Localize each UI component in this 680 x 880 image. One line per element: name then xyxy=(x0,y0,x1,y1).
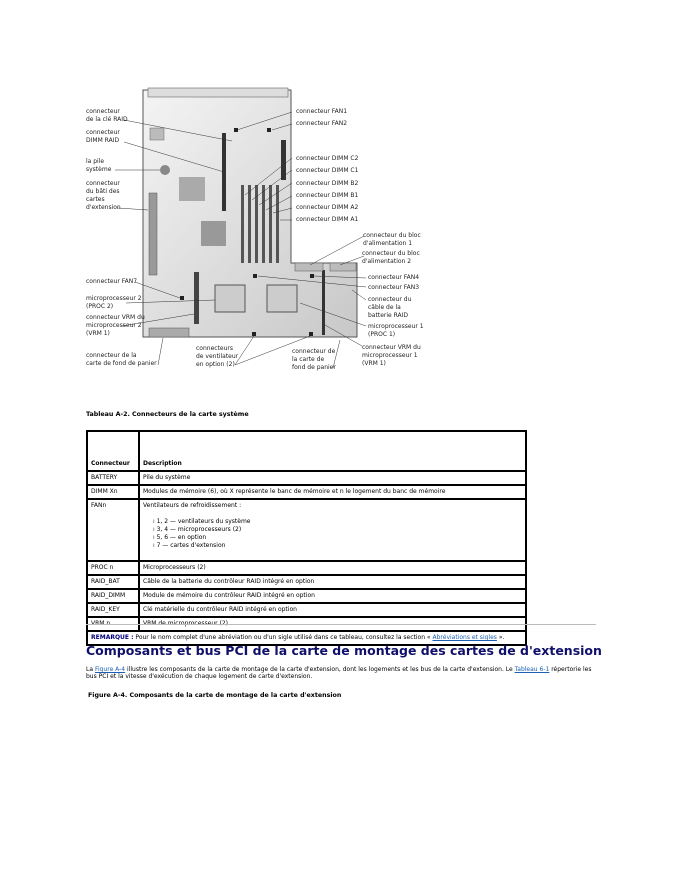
label-proc1: microprocesseur 1 (PROC 1) xyxy=(368,323,424,338)
cell: Clé matérielle du contrôleur RAID intégré en option xyxy=(139,603,526,617)
figure-caption: Figure A-4. Composants de la carte de montage de la carte d'extension xyxy=(88,692,342,699)
section-divider xyxy=(86,624,596,625)
table-6-1-link[interactable]: Tableau 6-1 xyxy=(514,666,550,673)
cell xyxy=(139,499,526,561)
list-item: ı 3, 4 — microprocesseurs (2) xyxy=(153,526,522,534)
table-caption: Tableau A-2. Connecteurs de la carte système xyxy=(86,411,249,418)
header-description: Description xyxy=(139,431,526,471)
label-dimm-c2: connecteur DIMM C2 xyxy=(296,155,359,162)
section-paragraph xyxy=(86,666,596,680)
label-battery: la pile système xyxy=(86,158,112,173)
label-optional-fans: connecteurs de ventilateur en option (2) xyxy=(196,345,239,368)
list-item: ı 1, 2 — ventilateurs du système xyxy=(153,518,522,526)
list-item: ı 5, 6 — en option xyxy=(153,534,522,542)
table-row xyxy=(87,603,526,617)
cell: RAID_BAT xyxy=(87,575,139,589)
text: illustre les composants de la carte de montage de la carte d'extension, dont les logements et les bus de la carte d'extension. Le xyxy=(125,666,515,673)
table-row xyxy=(87,499,526,561)
table-row xyxy=(87,485,526,499)
cell: FANn xyxy=(87,499,139,561)
cell: Microprocesseurs (2) xyxy=(139,561,526,575)
note-label: REMARQUE : xyxy=(91,634,134,641)
connectors-table xyxy=(86,430,527,646)
abbreviations-link[interactable]: Abréviations et sigles xyxy=(432,634,497,641)
section-title: Composants et bus PCI de la carte de montage des cartes de d'extension xyxy=(86,643,602,658)
table-header-row xyxy=(87,431,526,471)
label-riser: connecteur du bâti des cartes d'extension xyxy=(86,180,121,211)
label-fan7: connecteur FAN7 xyxy=(86,278,138,285)
cell: VRM de microprocesseur (2) xyxy=(139,617,526,631)
fan-desc: Ventilateurs de refroidissement : xyxy=(143,502,242,509)
label-dimm-c1: connecteur DIMM C1 xyxy=(296,167,359,174)
label-fan3: connecteur FAN3 xyxy=(368,284,420,291)
cell: VRM n xyxy=(87,617,139,631)
label-proc2: microprocesseur 2 (PROC 2) xyxy=(86,295,142,310)
cell: Pile du système xyxy=(139,471,526,485)
text: répertorie les bus PCI et la vitesse d'exécution de chaque logement de carte d'extension. xyxy=(86,666,592,680)
note-end: ». xyxy=(496,634,505,641)
label-psu2: connecteur du bloc d'alimentation 2 xyxy=(362,250,420,265)
label-raid-key: connecteur de la clé RAID xyxy=(86,108,128,123)
text: La xyxy=(86,666,95,673)
label-vrm1: connecteur VRM du microprocesseur 1 (VRM 1) xyxy=(362,344,421,367)
table-row xyxy=(87,471,526,485)
label-dimm-a2: connecteur DIMM A2 xyxy=(296,204,359,211)
cell: PROC n xyxy=(87,561,139,575)
cell: RAID_KEY xyxy=(87,603,139,617)
cell: Modules de mémoire (6), où X représente le banc de mémoire et n le logement du banc de mémoire xyxy=(139,485,526,499)
note-text: Pour le nom complet d'une abréviation ou d'un sigle utilisé dans ce tableau, consultez la section « xyxy=(133,634,433,641)
label-fan1: connecteur FAN1 xyxy=(296,108,348,115)
label-dimm-raid: connecteur DIMM RAID xyxy=(86,129,120,144)
cell: DIMM Xn xyxy=(87,485,139,499)
cell: RAID_DIMM xyxy=(87,589,139,603)
header-connector: Connecteur xyxy=(87,431,139,471)
label-backplane-left: connecteur de la carte de fond de panier xyxy=(86,352,157,367)
cell: BATTERY xyxy=(87,471,139,485)
table-row xyxy=(87,589,526,603)
label-fan4: connecteur FAN4 xyxy=(368,274,420,281)
label-vrm2: connecteur VRM du microprocesseur 2 (VRM 1) xyxy=(86,314,145,337)
table-row xyxy=(87,561,526,575)
label-raid-bat: connecteur du câble de la batterie RAID xyxy=(368,296,412,319)
list-item: ı 7 — cartes d'extension xyxy=(153,542,522,550)
cell: Module de mémoire du contrôleur RAID intégré en option xyxy=(139,589,526,603)
label-backplane-right: connecteur de la carte de fond de panier xyxy=(292,348,336,371)
label-psu1: connecteur du bloc d'alimentation 1 xyxy=(363,232,421,247)
label-fan2: connecteur FAN2 xyxy=(296,120,348,127)
fan-list xyxy=(153,518,522,550)
cell: Câble de la batterie du contrôleur RAID intégré en option xyxy=(139,575,526,589)
label-dimm-b1: connecteur DIMM B1 xyxy=(296,192,359,199)
label-dimm-b2: connecteur DIMM B2 xyxy=(296,180,359,187)
label-dimm-a1: connecteur DIMM A1 xyxy=(296,216,359,223)
figure-a4-link[interactable]: Figure A-4 xyxy=(94,666,126,673)
table-row xyxy=(87,575,526,589)
